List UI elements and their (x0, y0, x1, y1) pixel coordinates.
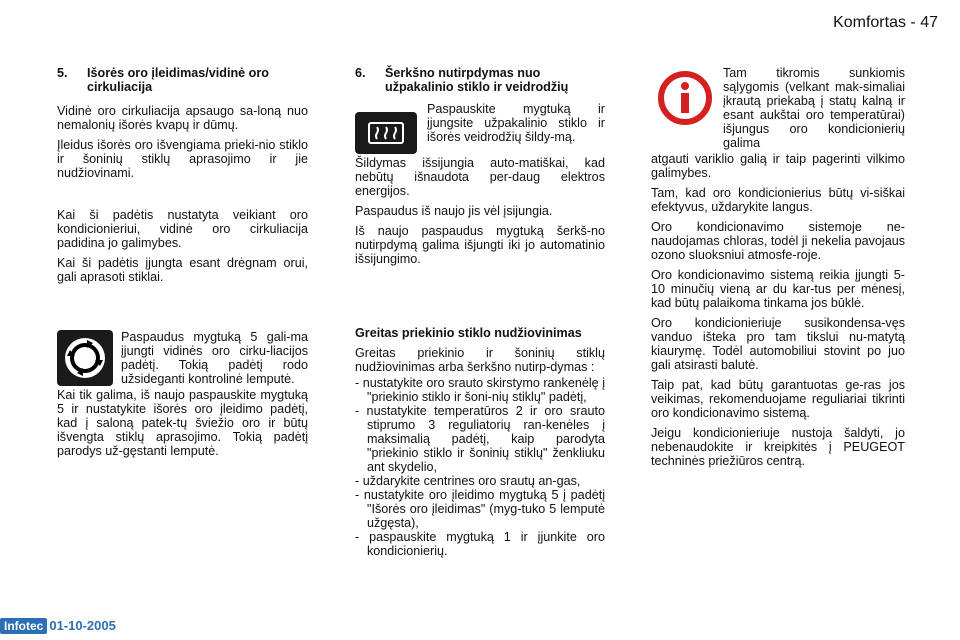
list-item: - nustatykite oro įleidimo mygtuką 5 į padėtį "Išorės oro įleidimas" (myg-tuko 5 lemputė užgęsta), (355, 488, 605, 530)
paragraph: Kai ši padėtis įjungta esant drėgnam orui, gali aprasoti stiklai. (57, 256, 308, 284)
paragraph: Oro kondicionieriuje susikondensa-vęs vanduo išteka pro tam tikslui nu-matytą kiaurymę. Todėl automobiliui stovint po juo gali atsirasti balutė. (651, 316, 905, 372)
warning-text: Tam tikromis sunkiomis sąlygomis (velkant mak-simaliai įkrautą priekabą į statų kalną ir esant aukštai oro temperatūrai) išjungus oro kondicionierių galima (723, 66, 905, 150)
list-item: - uždarykite centrines oro srautų an-gas, (355, 474, 581, 488)
column-2 (355, 66, 605, 558)
paragraph: Kai ši padėtis nustatyta veikiant oro kondicionieriui, vidinė oro cirkuliacija padidina jo galimybes. (57, 208, 308, 250)
quick-demist-title: Greitas priekinio stiklo nudžiovinimas (355, 326, 582, 340)
section-6-title: 6. Šerkšno nutirpdymas nuo užpakalinio stiklo ir veidrodžių (355, 66, 569, 94)
paragraph: Įleidus išorės oro išvengiama prieki-nio stiklo ir šoninių stiklų aprasojimo ir jie nudžiovinami. (57, 138, 308, 180)
paragraph: Oro kondicionavimo sistemą reikia įjungti 5-10 minučių vieną ar du kar-tus per mėnesį, kad būtų palaikoma tinkama jos būklė. (651, 268, 905, 310)
recirculation-icon (57, 330, 113, 386)
paragraph: Paspaudus iš naujo jis vėl įsijungia. (355, 204, 553, 218)
page-header: Komfortas - 47 (833, 14, 938, 31)
recirculation-block (57, 330, 308, 386)
defrost-block (355, 102, 605, 154)
paragraph: Kai tik galima, iš naujo paspauskite mygtuką 5 ir nustatykite išorės oro įleidimo padėtį, kad į saloną patek-tų šviežio oro ir būtų išvengta stiklų aprasojimo. Tokią padėtį parodys už-gęstanti lemputė. (57, 388, 308, 458)
warning-block (651, 66, 905, 150)
paragraph: Jeigu kondicionieriuje nustoja šaldyti, jo nebenaudokite ir kreipkitės į PEUGEOT techninės priežiūros centrą. (651, 426, 905, 468)
instruction-list (355, 376, 605, 558)
paragraph: Tam, kad oro kondicionierius būtų vi-siškai efektyvus, uždarykite langus. (651, 186, 905, 214)
defrost-text: Paspauskite mygtuką ir įjungsite užpakalinio stiklo ir išorės veidrodžių šildy-mą. (427, 102, 605, 144)
paragraph: Vidinė oro cirkuliacija apsaugo sa-loną nuo nemalonių išorės kvapų ir dūmų. (57, 104, 308, 132)
paragraph: atgauti variklio galią ir taip pagerinti vilkimo galimybes. (651, 152, 905, 180)
warning-icon (657, 70, 713, 126)
footer (0, 618, 116, 634)
paragraph: Šildymas išsijungia auto-matiškai, kad nebūtų išnaudota per-daug elektros energijos. (355, 156, 605, 198)
column-3 (651, 66, 905, 474)
paragraph: Taip pat, kad būtų garantuotas ge-ras jos veikimas, rekomenduojame reguliariai tikrinti oro kondicionavimo sistemą. (651, 378, 905, 420)
list-item: - nustatykite oro srauto skirstymo rankenėlę į "priekinio stiklo ir šoni-nių stiklų" padėtį, (355, 376, 605, 404)
paragraph: Iš naujo paspaudus mygtuką šerkš-no nutirpdymą galima išjungti iki jo automatinio išsijungimo. (355, 224, 605, 266)
list-item: - nustatykite temperatūros 2 ir oro srauto stiprumo 3 reguliatorių ran-kenėles į maksimalią padėtį, kaip parodyta "priekinio stiklo ir šoninių stiklų" ženkliuku ant skydelio, (355, 404, 605, 474)
paragraph: Oro kondicionavimo sistemoje ne-naudojamas chloras, todėl ji nekelia pavojaus ozono sluoksniui atmosfe-roje. (651, 220, 905, 262)
infotec-logo: Infotec (0, 618, 47, 634)
recirculation-text: Paspaudus mygtuką 5 gali-ma įjungti vidinės oro cirku-liacijos padėtį. Tokią padėtį rodo užsideganti kontrolinė lemputė. (121, 330, 308, 386)
section-5-title: 5. Išorės oro įleidimas/vidinė oro cirkuliacija (57, 66, 269, 94)
paragraph: Greitas priekinio ir šoninių stiklų nudžiovinimas arba šerkšno nutirp-dymas : (355, 346, 605, 374)
rear-defrost-icon (355, 112, 417, 154)
footer-date: 01-10-2005 (49, 618, 116, 633)
column-1 (57, 66, 308, 464)
list-item: - paspauskite mygtuką 1 ir įjunkite oro kondicionierių. (355, 530, 605, 558)
